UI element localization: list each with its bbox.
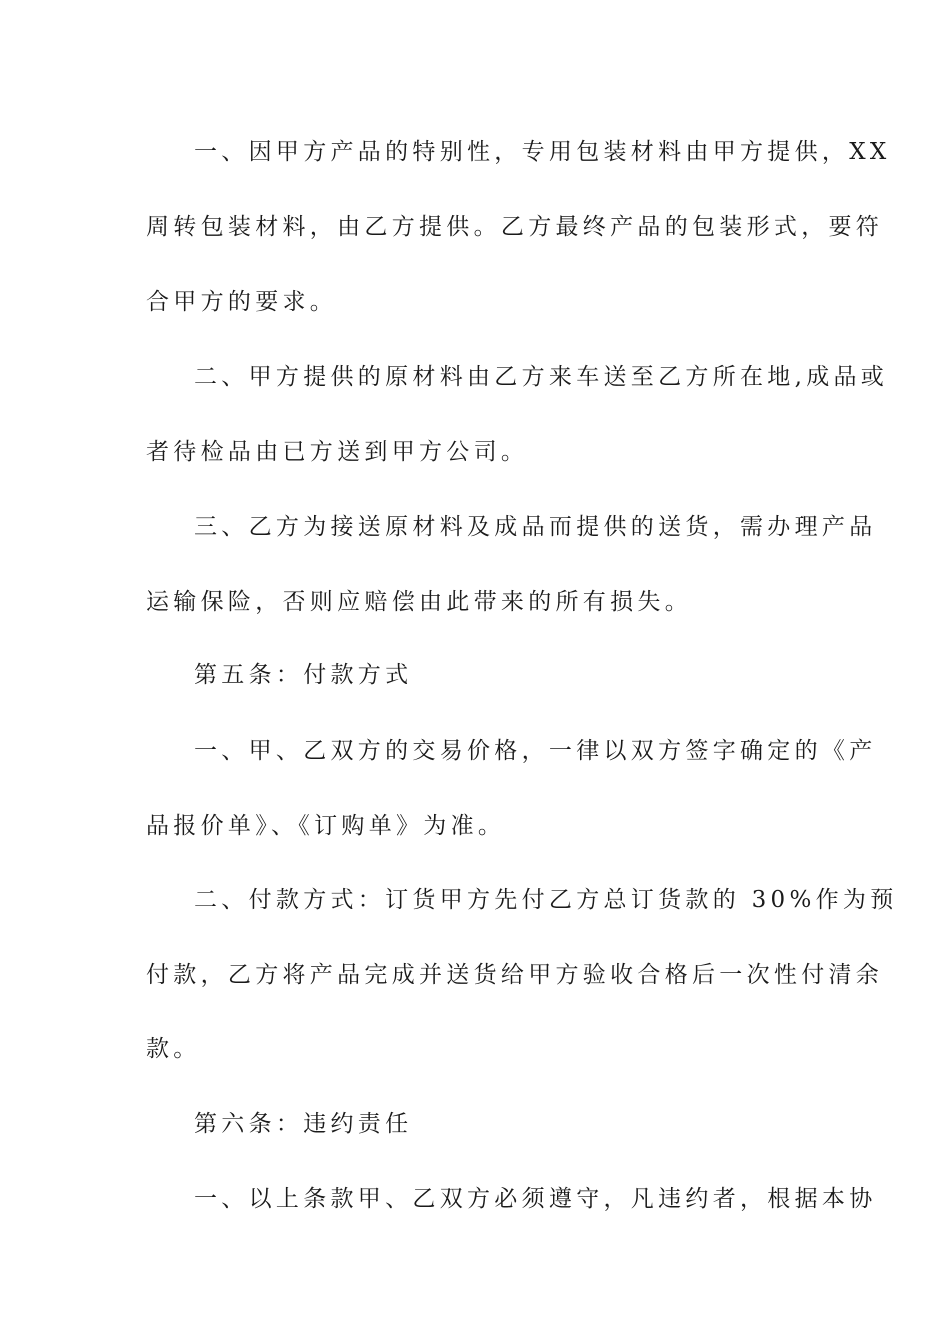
- paragraph-4-line-2: 品报价单》、《订购单》为准。: [146, 813, 506, 839]
- paragraph-4-line-1: 一、甲、乙双方的交易价格，一律以双方签字确定的《产: [194, 738, 877, 764]
- paragraph-1-line-2: 周转包装材料，由乙方提供。乙方最终产品的包装形式，要符: [146, 214, 884, 240]
- paragraph-3-line-2: 运输保险，否则应赔偿由此带来的所有损失。: [146, 589, 692, 615]
- article-6-heading: 第六条：违约责任: [194, 1111, 413, 1137]
- paragraph-6-line-1: 一、以上条款甲、乙双方必须遵守，凡违约者，根据本协: [194, 1186, 877, 1212]
- paragraph-1-line-3: 合甲方的要求。: [146, 289, 338, 315]
- paragraph-2-line-1: 二、甲方提供的原材料由乙方来车送至乙方所在地,成品或: [194, 364, 889, 390]
- article-5-heading: 第五条：付款方式: [194, 662, 413, 688]
- paragraph-2-line-2: 者待检品由已方送到甲方公司。: [146, 439, 529, 465]
- paragraph-5-line-1: 二、付款方式：订货甲方先付乙方总订货款的 30%作为预: [194, 887, 898, 913]
- paragraph-3-line-1: 三、乙方为接送原材料及成品而提供的送货，需办理产品: [194, 514, 877, 540]
- paragraph-1-line-1: 一、因甲方产品的特别性，专用包装材料由甲方提供，XX: [194, 139, 891, 165]
- paragraph-5-line-3: 款。: [146, 1036, 201, 1062]
- paragraph-5-line-2: 付款，乙方将产品完成并送货给甲方验收合格后一次性付清余: [146, 962, 884, 988]
